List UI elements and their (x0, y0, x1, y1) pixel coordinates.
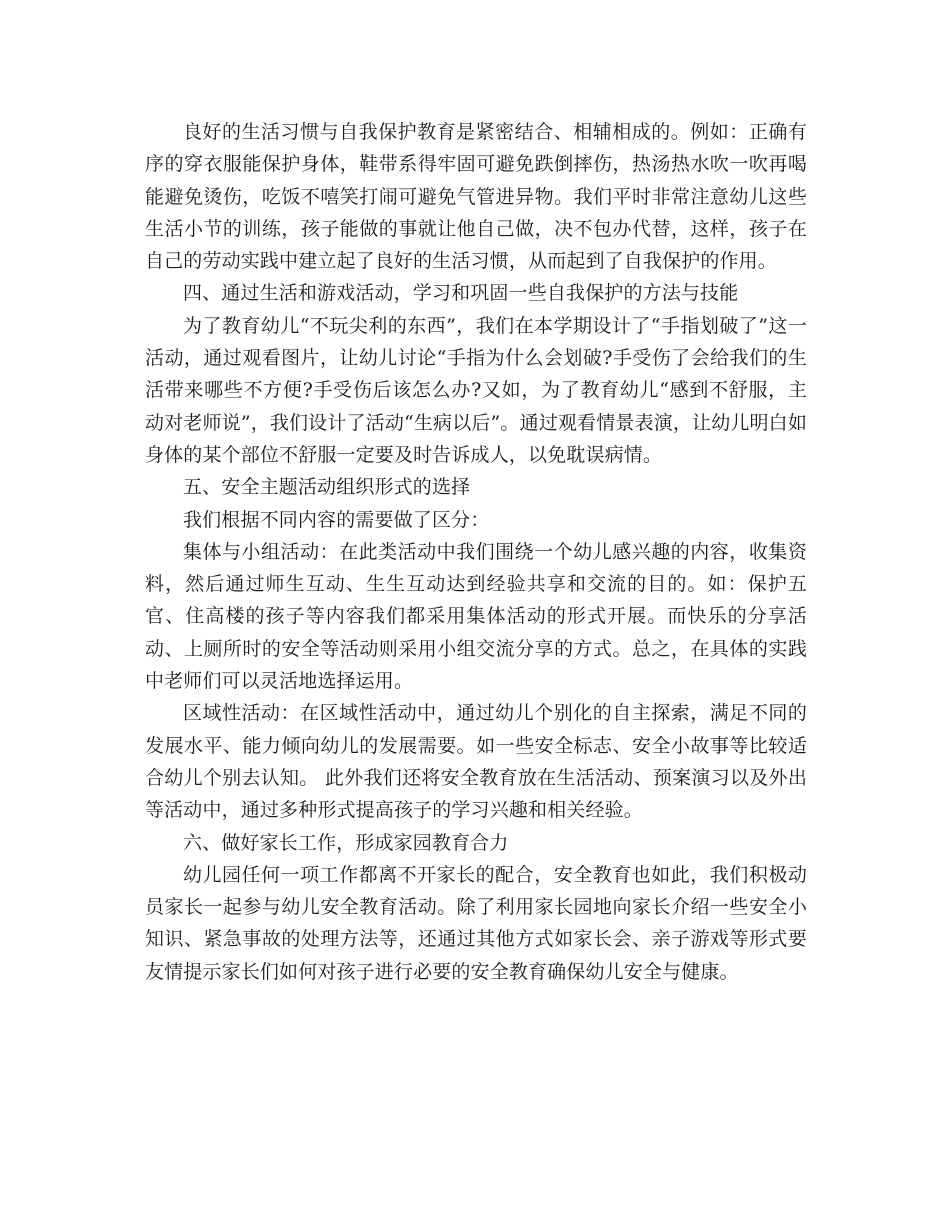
section-heading-six: 六、做好家长工作，形成家园教育合力 (183, 831, 509, 854)
section-heading-five: 五、安全主题活动组织形式的选择 (183, 476, 471, 499)
paragraph-distinction-intro: 我们根据不同内容的需要做了区分： (183, 508, 490, 531)
paragraph-parents-work: 幼儿园任何一项工作都离不开家长的配合，安全教育也如此，我们积极动员家长一起参与幼儿安全教育活动。除了利用家长园地向家长介绍一些安全小知识、紧急事故的处理方法等，还通过其他方式如家长会、亲子游戏等形式要友情提示家长们如何对孩子进行必要的安全教育确保幼儿安全与健康。 (145, 863, 807, 983)
paragraph-area-activities: 区域性活动：在区域性活动中，通过幼儿个别化的自主探索，满足不同的发展水平、能力倾向幼儿的发展需要。如一些安全标志、安全小故事等比较适合幼儿个别去认知。 此外我们还将安全教育放在生活活动、预案演习以及外出等活动中，通过多种形式提高孩子的学习兴趣和相关经验。 (145, 702, 807, 822)
paragraph-games-activities: 为了教育幼儿“不玩尖利的东西”，我们在本学期设计了“手指划破了”这一活动，通过观看图片，让幼儿讨论“手指为什么会划破?手受伤了会给我们的生活带来哪些不方便?手受伤后该怎么办?又如，为了教育幼儿“感到不舒服，主动对老师说”，我们设计了活动“生病以后”。通过观看情景表演，让幼儿明白如身体的某个部位不舒服一定要及时告诉成人，以免耽误病情。 (145, 314, 807, 466)
section-heading-four: 四、通过生活和游戏活动，学习和巩固一些自我保护的方法与技能 (183, 282, 739, 305)
document-body (145, 116, 807, 988)
paragraph-life-habits: 良好的生活习惯与自我保护教育是紧密结合、相辅相成的。例如：正确有序的穿衣服能保护身体，鞋带系得牢固可避免跌倒摔伤，热汤热水吹一吹再喝能避免烫伤，吃饭不嘻笑打闹可避免气管进异物。我们平时非常注意幼儿这些生活小节的训练，孩子能做的事就让他自己做，决不包办代替，这样，孩子在自己的劳动实践中建立起了良好的生活习惯，从而起到了自我保护的作用。 (145, 121, 807, 273)
paragraph-group-activities: 集体与小组活动：在此类活动中我们围绕一个幼儿感兴趣的内容，收集资料，然后通过师生互动、生生互动达到经验共享和交流的目的。如：保护五官、住高楼的孩子等内容我们都采用集体活动的形式开展。而快乐的分享活动、上厕所时的安全等活动则采用小组交流分享的方式。总之，在具体的实践中老师们可以灵活地选择运用。 (145, 540, 807, 693)
